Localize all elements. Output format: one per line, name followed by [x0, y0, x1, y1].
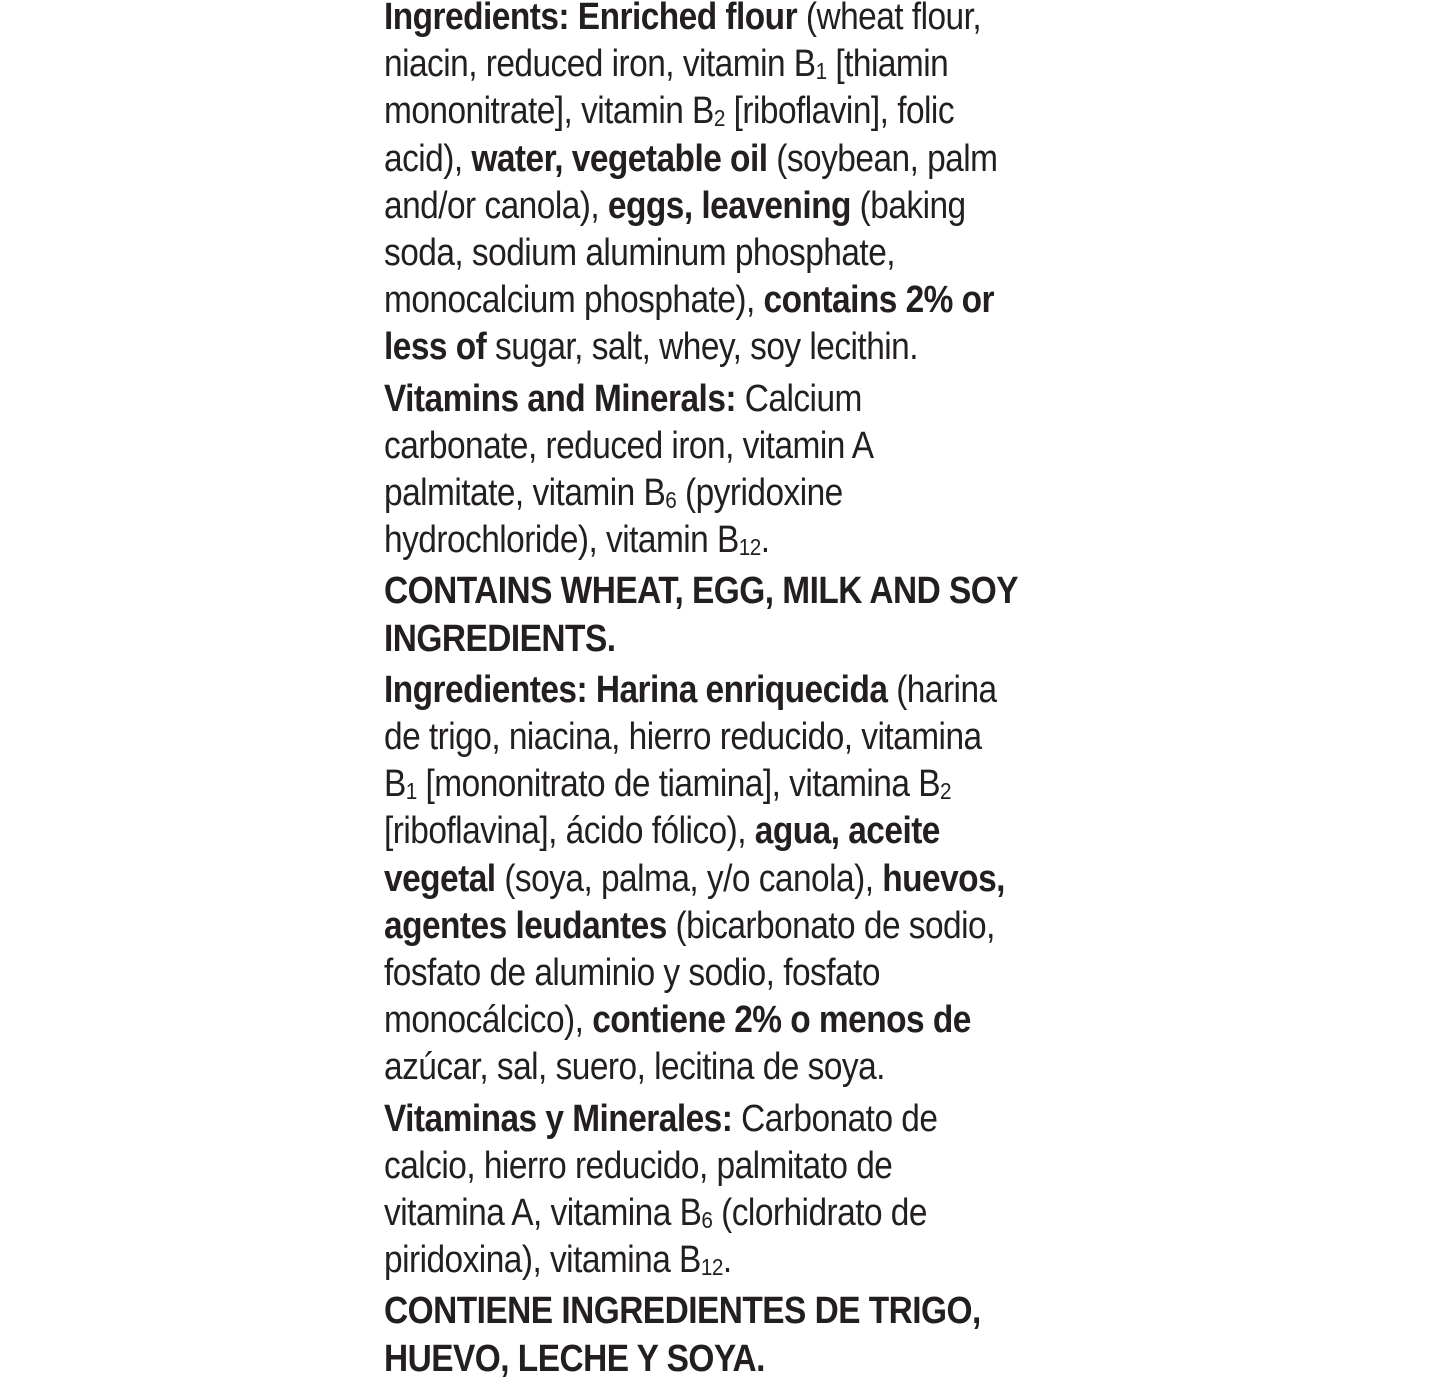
- text-line: monocálcico), contiene 2% o menos de: [384, 999, 971, 1042]
- text-line: vitamina A, vitamina $B_6$ (clorhidrato de: [384, 1192, 927, 1235]
- text-line: palmitate, vitamin $B_6$ (pyridoxine: [384, 472, 843, 515]
- text-line: Vitaminas y Minerales: Carbonato de: [384, 1097, 938, 1140]
- text-line: acid), water, vegetable oil (soybean, palm: [384, 137, 998, 180]
- english-allergen-statement: [384, 568, 1019, 662]
- text-line: azúcar, sal, suero, lecitina de soya.: [384, 1046, 885, 1089]
- text-line: mononitrate], vitamin $B_2$ [riboflavin], folic: [384, 90, 955, 133]
- text-line: piridoxina), vitamina $B_{12}$.: [384, 1239, 732, 1282]
- text-line: vegetal (soya, palma, y/o canola), huevos,: [384, 857, 1005, 900]
- english-vitamins-minerals: [384, 376, 1000, 565]
- english-ingredients: [384, 0, 1000, 372]
- text-line: monocalcium phosphate), contains 2% or: [384, 279, 995, 322]
- text-line: carbonate, reduced iron, vitamin A: [384, 424, 874, 467]
- text-line: $B_1$ [mononitrato de tiamina], vitamina $B_2$: [384, 763, 951, 806]
- text-line: hydrochloride), vitamin $B_{12}$.: [384, 519, 770, 562]
- spanish-vitamins-minerals: [384, 1096, 1000, 1285]
- spanish-ingredients: [384, 667, 1005, 1092]
- text-line: CONTAINS WHEAT, EGG, MILK AND SOY: [384, 570, 1019, 613]
- text-line: niacin, reduced iron, vitamin $B_1$ [thiamin: [384, 43, 949, 86]
- text-line: INGREDIENTS.: [384, 617, 616, 660]
- text-line: fosfato de aluminio y sodio, fosfato: [384, 952, 880, 995]
- text-line: soda, sodium aluminum phosphate,: [384, 232, 896, 275]
- text-line: calcio, hierro reducido, palmitato de: [384, 1144, 893, 1187]
- text-line: Vitamins and Minerals: Calcium: [384, 377, 862, 420]
- text-line: and/or canola), eggs, leavening (baking: [384, 184, 966, 227]
- text-line: CONTIENE INGREDIENTES DE TRIGO,: [384, 1290, 981, 1333]
- text-line: agentes leudantes (bicarbonato de sodio,: [384, 904, 995, 947]
- text-line: less of sugar, salt, whey, soy lecithin.: [384, 326, 918, 369]
- spanish-allergen-statement: [384, 1288, 1000, 1382]
- text-line: Ingredients: Enriched flour (wheat flour,: [384, 0, 982, 38]
- text-line: [riboflavina], ácido fólico), agua, aceite: [384, 810, 940, 853]
- text-line: de trigo, niacina, hierro reducido, vitamina: [384, 716, 982, 759]
- ingredient-label: [384, 0, 1019, 1387]
- text-line: HUEVO, LECHE Y SOYA.: [384, 1337, 765, 1380]
- text-line: Ingredientes: Harina enriquecida (harina: [384, 668, 997, 711]
